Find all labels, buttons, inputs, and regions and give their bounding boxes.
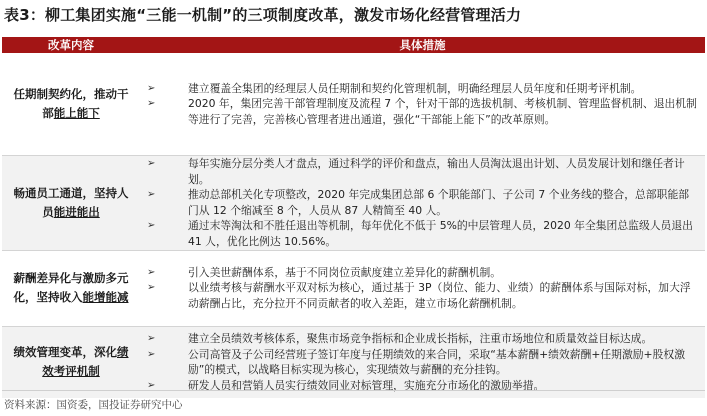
list-item — [140, 265, 705, 281]
header-reform-content: 改革内容 — [2, 37, 140, 53]
list-item — [140, 218, 705, 249]
measures-list — [140, 156, 705, 249]
measure-text: 建立全员绩效考核体系，聚焦市场竞争指标和企业成长指标，注重市场地位和质量效益目标达成。 — [188, 332, 653, 346]
table-body — [2, 53, 705, 398]
measure-text: 2020 年，集团完善干部管理制度及流程 7 个，针对干部的选拔机制、考核机制、管理监督机制、退出机制等进行了完善，完善核心管理者进出通道，强化“干部能上能下”的改革原则。 — [188, 97, 697, 126]
list-item — [140, 331, 705, 347]
list-item — [140, 347, 705, 378]
reform-area-text: 薪酬差异化与激励多元化，坚持收入 — [13, 271, 129, 304]
arrow-bullet-icon: ➢ — [147, 333, 156, 345]
measures-list — [140, 331, 705, 393]
table-title: 表3：柳工集团实施“三能一机制”的三项制度改革，激发市场化经营管理活力 — [4, 6, 522, 24]
measure-text: 研发人员和营销人员实行绩效同业对标管理，实施充分市场化的激励举措。 — [188, 378, 545, 392]
reform-area-text: 绩效管理变革，深化 — [13, 345, 117, 360]
arrow-bullet-icon: ➢ — [147, 282, 156, 294]
bottom-rule — [2, 390, 705, 391]
table-row — [2, 326, 705, 398]
list-item — [140, 156, 705, 187]
arrow-bullet-icon: ➢ — [147, 266, 156, 278]
arrow-bullet-icon: ➢ — [147, 82, 156, 94]
arrow-bullet-icon: ➢ — [147, 158, 156, 169]
reform-area-cell — [2, 326, 140, 398]
list-item — [140, 81, 705, 97]
reform-area-cell — [2, 250, 140, 326]
measure-text: 建立覆盖全集团的经理层人员任期制和契约化管理机制，明确经理层人员年度和任期考评机制。 — [188, 81, 642, 95]
reform-area-emphasis: 能进能出 — [53, 204, 100, 219]
table-row — [2, 155, 705, 250]
measure-text: 每年实施分层分类人才盘点，通过科学的评价和盘点，输出人员淘汰退出计划、人员发展计划和继任者计划。 — [188, 157, 685, 186]
arrow-bullet-icon: ➢ — [147, 220, 156, 231]
source-note: 资料来源：国资委，国投证券研究中心 — [4, 399, 183, 411]
table-row — [2, 53, 705, 155]
list-item — [140, 187, 705, 218]
measures-list — [140, 265, 705, 312]
measure-text: 以业绩考核与薪酬水平双对标为核心，通过基于 3P（岗位、能力、业绩）的薪酬体系与国际对标，加大浮动薪酬占比，充分拉开不同贡献者的收入差距，建立市场化薪酬机制。 — [188, 281, 691, 310]
arrow-bullet-icon: ➢ — [147, 189, 156, 200]
reform-area-cell — [2, 53, 140, 155]
reform-area-cell — [2, 155, 140, 250]
list-item — [140, 96, 705, 127]
reform-table — [2, 37, 705, 398]
arrow-bullet-icon: ➢ — [147, 348, 156, 360]
measures-cell — [140, 326, 705, 398]
measure-text: 公司高管及子公司经营班子签订年度与任期绩效的来合同，采取“基本薪酬+绩效薪酬+任期激励+股权激励”的模式，以战略目标实现为核心，实现绩效与薪酬的充分挂钩。 — [188, 347, 685, 377]
measures-cell — [140, 155, 705, 250]
measures-cell — [140, 250, 705, 326]
measure-text: 通过末等淘汰和不胜任退出等机制，每年优化不低于 5%的中层管理人员，2020 年全集团总监级人员退出 41 人，优化比例达 10.56%。 — [188, 219, 693, 248]
reform-area-emphasis: 能增能减 — [82, 290, 129, 304]
measures-list — [140, 81, 705, 128]
reform-area-emphasis: 绩效考评机制 — [42, 345, 129, 379]
measure-text: 推动总部机关化专项整改，2020 年完成集团总部 6 个职能部门、子公司 7 个业务线的整合，总部职能部门从 12 个缩减至 8 个，人员从 87 人精简至 40 人。 — [188, 188, 690, 217]
measure-text: 引入美世薪酬体系，基于不同岗位贡献度建立差异化的薪酬机制。 — [188, 265, 502, 279]
reform-area-text: 任期制契约化，推动干部 — [13, 86, 129, 120]
reform-area-text: 畅通员工通道，坚持人员 — [13, 185, 129, 219]
arrow-bullet-icon: ➢ — [147, 98, 156, 109]
arrow-bullet-icon: ➢ — [147, 379, 156, 391]
list-item — [140, 280, 705, 311]
header-specific-measures: 具体措施 — [140, 37, 705, 53]
table-row — [2, 250, 705, 326]
measures-cell — [140, 53, 705, 155]
reform-area-emphasis: 能上能下 — [53, 105, 100, 120]
